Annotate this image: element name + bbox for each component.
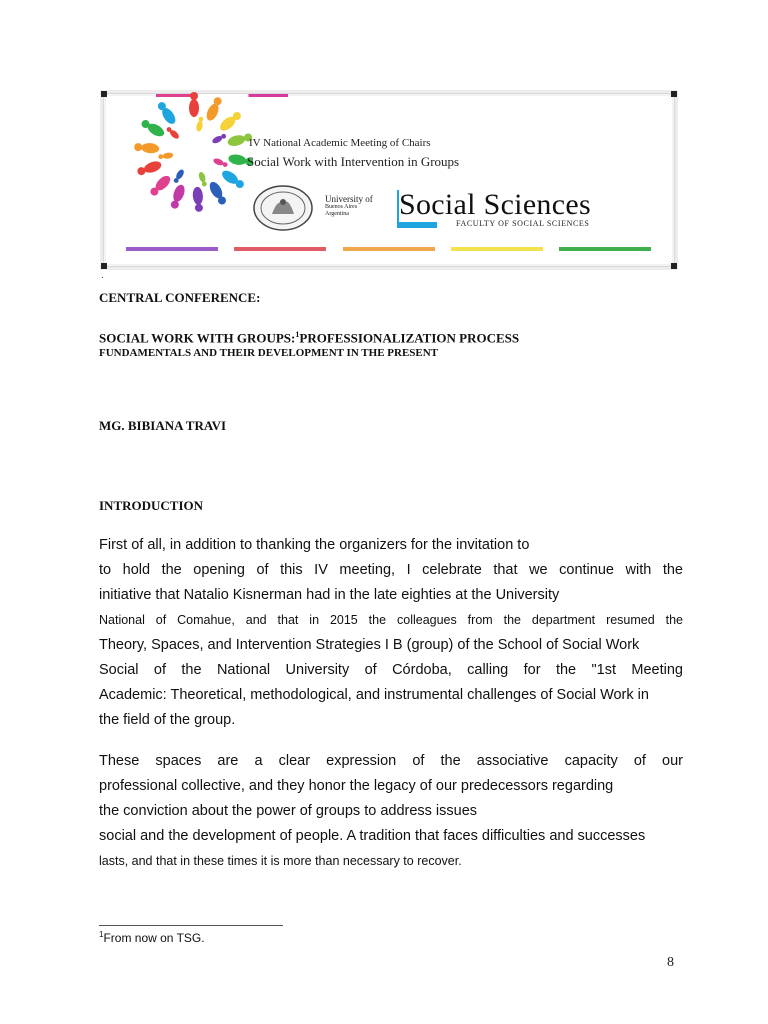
color-bar: [451, 247, 543, 251]
paragraph-line: Social of the National University of Córdoba, calling for the "1st Meeting: [99, 662, 683, 678]
meeting-title: IV National Academic Meeting of Chairs: [249, 137, 431, 149]
introduction-heading: INTRODUCTION: [99, 498, 204, 513]
title-suffix: PROFESSIONALIZATION PROCESS: [299, 330, 520, 346]
paragraph-line: initiative that Natalio Kisnerman had in the late eighties at the University: [99, 587, 560, 603]
conference-banner: [103, 93, 675, 267]
paragraph-line: These spaces are a clear expression of the associative capacity of our: [99, 753, 683, 769]
color-bar: [559, 247, 651, 251]
color-bar: [234, 247, 326, 251]
university-line-1: University of: [325, 194, 373, 204]
faculty-caption: FACULTY OF SOCIAL SCIENCES: [456, 219, 590, 228]
footnote-text: From now on TSG.: [103, 931, 205, 945]
banner-corner: [671, 263, 677, 269]
author-name: MG. BIBIANA TRAVI: [99, 418, 227, 433]
paragraph-line: the field of the group.: [99, 712, 236, 728]
university-name: [325, 194, 373, 218]
paragraph-line: National of Comahue, and that in 2015 the colleagues from the department resumed the: [99, 613, 683, 627]
paragraph-line: First of all, in addition to thanking the organizers for the invitation to: [99, 537, 530, 553]
paragraph-line: Academic: Theoretical, methodological, and instrumental challenges of Social Work in: [99, 687, 649, 703]
footnote-separator: [99, 925, 283, 926]
paragraph-2: [99, 749, 683, 874]
faculty-title: Social Sciences: [399, 188, 591, 221]
paragraph-line: social and the development of people. A tradition that faces difficulties and successes: [99, 828, 646, 844]
university-seal-icon: [252, 184, 314, 232]
color-bars: [126, 247, 651, 251]
university-line-2: Buenos Aires: [325, 204, 358, 210]
banner-corner: [101, 91, 107, 97]
footnote: [99, 930, 205, 945]
paragraph-1: [99, 533, 683, 733]
faculty-accent-bar: [397, 222, 437, 228]
stray-dot: .: [101, 270, 104, 281]
university-line-3: Argentina: [325, 211, 349, 217]
paragraph-line: professional collective, and they honor the legacy of our predecessors regarding: [99, 778, 614, 794]
document-title: [99, 330, 519, 346]
color-bar: [126, 247, 218, 251]
paragraph-line: to hold the opening of this IV meeting, I celebrate that we continue with the: [99, 562, 683, 578]
paragraph-line: Theory, Spaces, and Intervention Strategies I B (group) of the School of Social Work: [99, 637, 640, 653]
document-subtitle: FUNDAMENTALS AND THEIR DEVELOPMENT IN THE PRESENT: [99, 347, 439, 359]
title-prefix: SOCIAL WORK WITH GROUPS:: [99, 330, 296, 346]
paragraph-line: lasts, and that in these times it is more than necessary to recover.: [99, 854, 462, 868]
banner-corner: [671, 91, 677, 97]
color-bar: [343, 247, 435, 251]
meeting-subtitle: Social Work with Intervention in Groups: [247, 154, 460, 169]
paragraph-line: the conviction about the power of groups to address issues: [99, 803, 478, 819]
central-conference-heading: CENTRAL CONFERENCE:: [99, 290, 261, 305]
banner-corner: [101, 263, 107, 269]
page-number: 8: [667, 955, 674, 970]
footnote-number: 1: [99, 930, 104, 939]
title-footnote-ref[interactable]: 1: [295, 330, 300, 339]
